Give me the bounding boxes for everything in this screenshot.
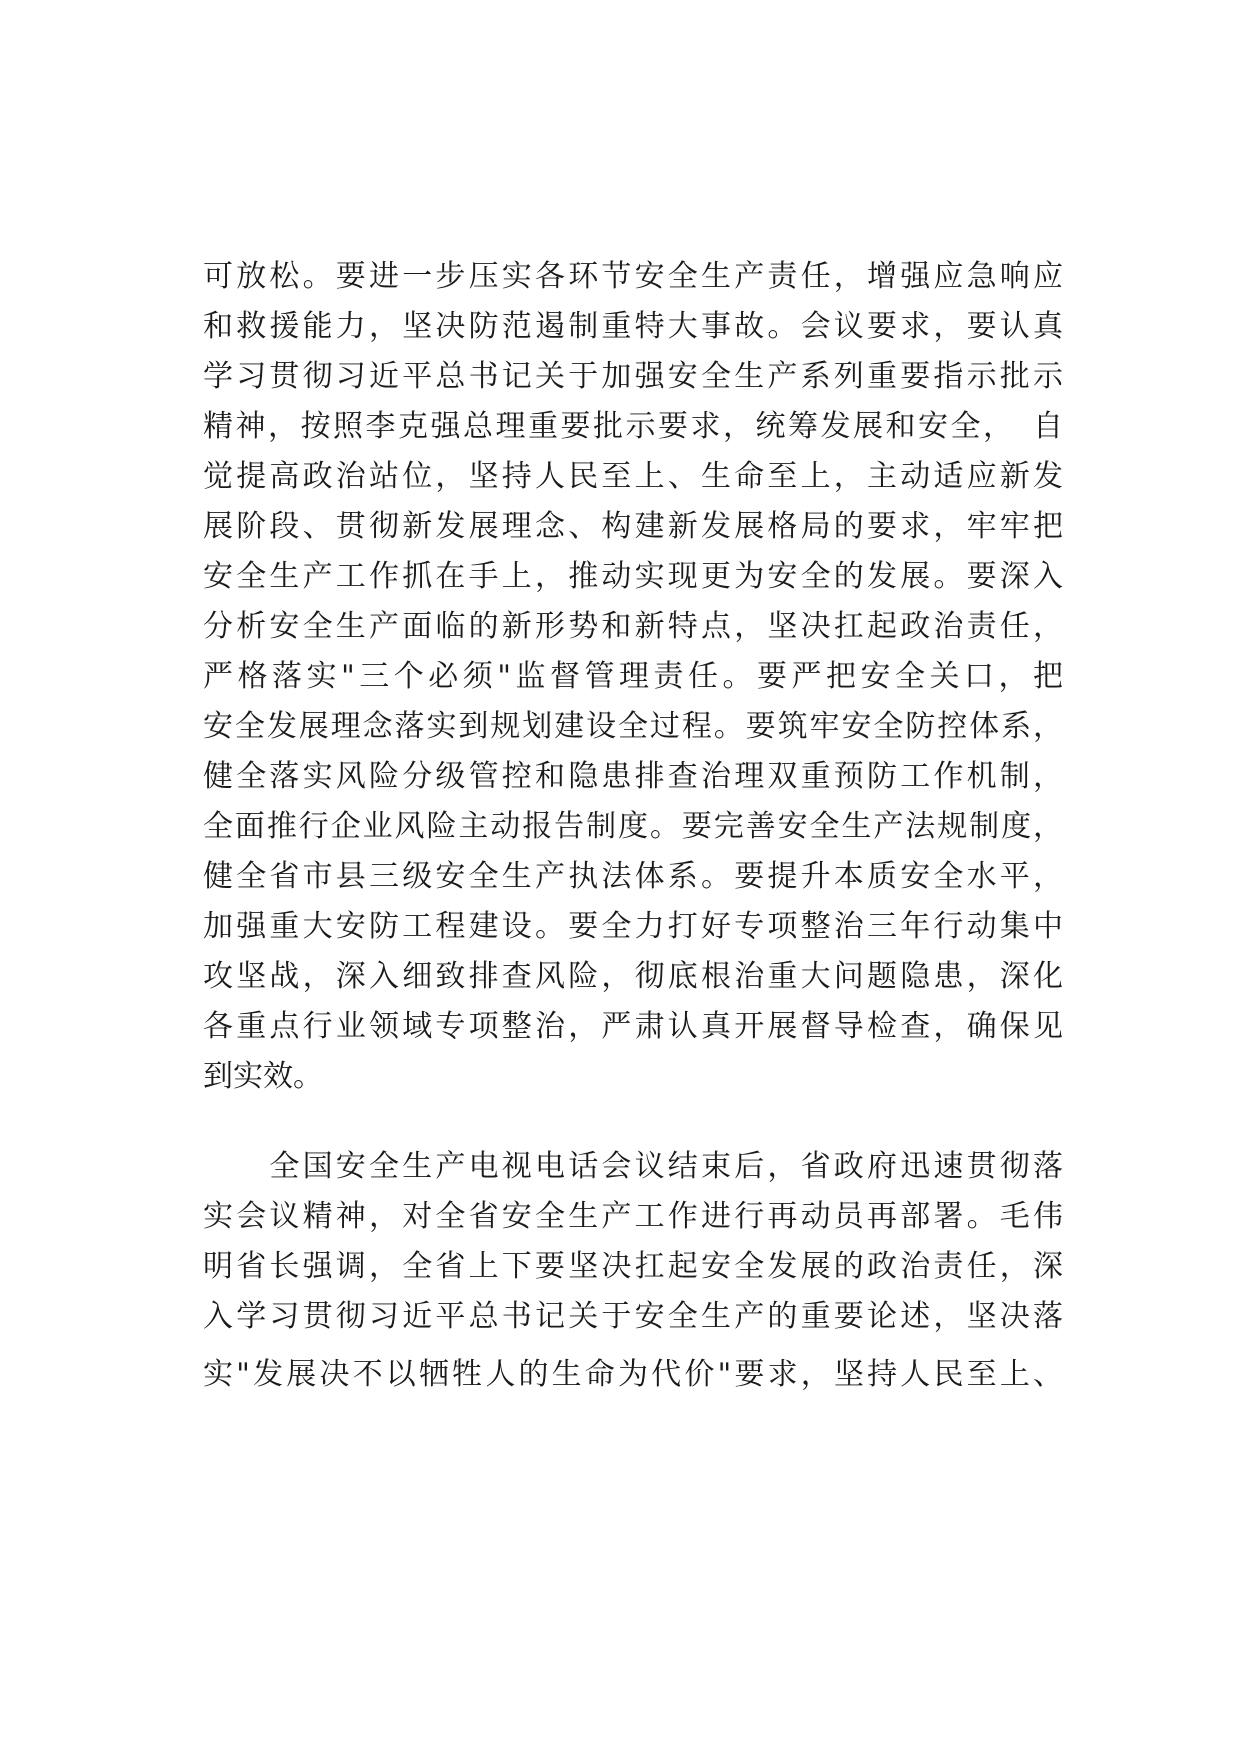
paragraph-line: 展阶段、贯彻新发展理念、构建新发展格局的要求，牢牢把 <box>203 509 1063 544</box>
paragraph-line: 入学习贯彻习近平总书记关于安全生产的重要论述，坚决落 <box>203 1299 1063 1334</box>
paragraph-line: 安全发展理念落实到规划建设全过程。要筑牢安全防控体系， <box>203 709 1063 744</box>
paragraph-line: 攻坚战，深入细致排查风险，彻底根治重大问题隐患，深化 <box>203 959 1063 994</box>
paragraph-line: 学习贯彻习近平总书记关于加强安全生产系列重要指示批示 <box>203 359 1063 394</box>
paragraph-line: 各重点行业领域专项整治，严肃认真开展督导检查，确保见 <box>203 1009 1063 1044</box>
paragraph-last-line: 到实效。 <box>203 1059 323 1094</box>
paragraph-line: 明省长强调，全省上下要坚决扛起安全发展的政治责任，深 <box>203 1249 1063 1284</box>
paragraph-line: 实会议精神，对全省安全生产工作进行再动员再部署。毛伟 <box>203 1199 1063 1234</box>
paragraph-line: 健全省市县三级安全生产执法体系。要提升本质安全水平， <box>203 859 1063 894</box>
paragraph-line: 严格落实"三个必须"监督管理责任。要严把安全关口，把 <box>203 659 1063 694</box>
paragraph-line: 分析安全生产面临的新形势和新特点，坚决扛起政治责任， <box>203 609 1063 644</box>
paragraph-line: 精神，按照李克强总理重要批示要求，统筹发展和安全， 自 <box>203 409 1063 444</box>
paragraph-line: 和救援能力，坚决防范遏制重特大事故。会议要求，要认真 <box>203 309 1063 344</box>
paragraph-1 <box>203 252 1063 1102</box>
paragraph-line: 加强重大安防工程建设。要全力打好专项整治三年行动集中 <box>203 909 1063 944</box>
paragraph-line: 可放松。要进一步压实各环节安全生产责任，增强应急响应 <box>203 259 1063 294</box>
paragraph-2 <box>203 1142 1063 1400</box>
paragraph-line: 安全生产工作抓在手上，推动实现更为安全的发展。要深入 <box>203 559 1063 594</box>
paragraph-line: 健全落实风险分级管控和隐患排查治理双重预防工作机制， <box>203 759 1063 794</box>
paragraph-line: 觉提高政治站位，坚持人民至上、生命至上，主动适应新发 <box>203 459 1063 494</box>
paragraph-line: 全国安全生产电视电话会议结束后，省政府迅速贯彻落 <box>203 1149 1063 1184</box>
paragraph-line: 实"发展决不以牺牲人的生命为代价"要求，坚持人民至上、 <box>203 1357 1063 1392</box>
paragraph-line: 全面推行企业风险主动报告制度。要完善安全生产法规制度， <box>203 809 1063 844</box>
